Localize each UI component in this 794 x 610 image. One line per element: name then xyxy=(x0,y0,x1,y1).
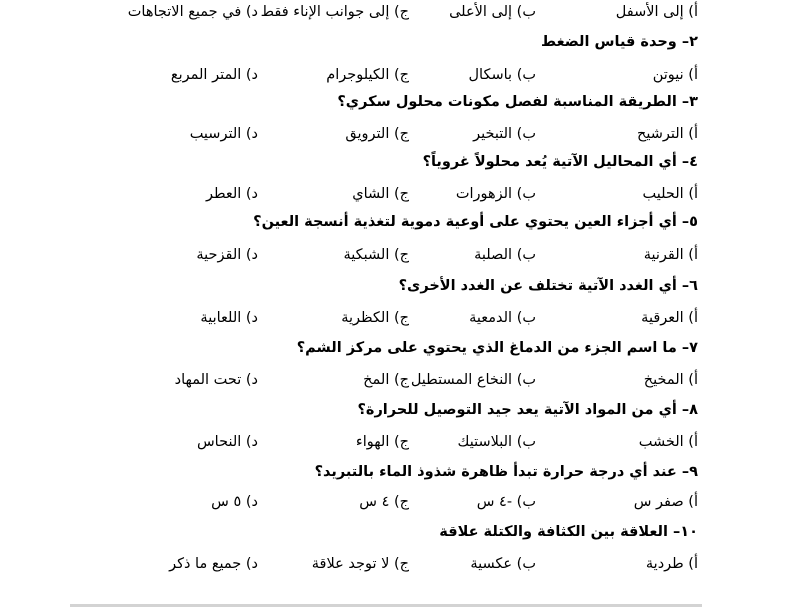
q8-option-d[interactable]: د) النحاس xyxy=(196,434,258,450)
q1-option-d[interactable]: د) في جميع الاتجاهات xyxy=(127,4,258,20)
q1-option-a[interactable]: أ) إلى الأسفل xyxy=(615,4,698,20)
q3-option-a[interactable]: أ) الترشيح xyxy=(636,126,698,142)
q3-text: الطريقة المناسبة لفصل مكونات محلول سكري؟ xyxy=(337,94,677,110)
q5-text: أي أجزاء العين يحتوي على أوعية دموية لتغذية أنسجة العين؟ xyxy=(253,214,677,230)
bottom-divider xyxy=(70,604,702,607)
q3-number: ٣ xyxy=(689,94,698,110)
q7-options xyxy=(98,370,698,390)
q8-option-c[interactable]: ج) الهواء xyxy=(355,434,409,450)
q5-option-c[interactable]: ج) الشبكية xyxy=(343,247,409,263)
q5-number: ٥ xyxy=(689,214,698,230)
q6-option-c[interactable]: ج) الكظرية xyxy=(341,310,409,326)
q6-dash: – xyxy=(681,278,690,294)
q7-option-b[interactable]: ب) النخاع المستطيل xyxy=(410,372,536,388)
q4-text: أي المحاليل الآتية يُعد محلولاً غروياً؟ xyxy=(422,154,677,170)
q10-dash: – xyxy=(673,524,681,540)
q2-option-d[interactable]: د) المتر المربع xyxy=(170,67,258,83)
q7-option-c[interactable]: ج) المخ xyxy=(363,372,409,388)
q9-dash: – xyxy=(681,464,690,480)
q7-text: ما اسم الجزء من الدماغ الذي يحتوي على مركز الشم؟ xyxy=(296,340,677,356)
q1-option-c[interactable]: ج) إلى جوانب الإناء فقط xyxy=(260,4,409,20)
q9-text: عند أي درجة حرارة تبدأ ظاهرة شذوذ الماء بالتبريد؟ xyxy=(314,464,677,480)
q6-option-b[interactable]: ب) الدمعية xyxy=(469,310,536,326)
q2-number: ٢ xyxy=(689,34,698,50)
q3-question xyxy=(337,92,698,112)
q10-option-d[interactable]: د) جميع ما ذكر xyxy=(169,556,258,572)
q3-option-d[interactable]: د) الترسيب xyxy=(189,126,258,142)
q10-option-c[interactable]: ج) لا توجد علاقة xyxy=(311,556,409,572)
q8-option-b[interactable]: ب) البلاستيك xyxy=(457,434,536,450)
q6-text: أي الغدد الآتية تختلف عن الغدد الأخرى؟ xyxy=(398,278,677,294)
q5-dash: – xyxy=(681,214,690,230)
q6-question xyxy=(399,276,698,296)
q4-question xyxy=(423,152,698,172)
q6-options xyxy=(98,308,698,328)
q5-option-a[interactable]: أ) القرنية xyxy=(643,247,698,263)
q5-options xyxy=(98,245,698,265)
q4-option-d[interactable]: د) العطر xyxy=(205,186,258,202)
q1-option-b[interactable]: ب) إلى الأعلى xyxy=(449,4,536,20)
q9-option-b[interactable]: ب) -٤ س xyxy=(476,494,536,510)
q4-option-c[interactable]: ج) الشاي xyxy=(352,186,409,202)
q3-options xyxy=(98,124,698,144)
q2-option-c[interactable]: ج) الكيلوجرام xyxy=(326,67,409,83)
q2-question xyxy=(541,32,698,52)
q8-question xyxy=(357,400,698,420)
q8-number: ٨ xyxy=(689,402,698,418)
q3-option-c[interactable]: ج) الترويق xyxy=(345,126,409,142)
q5-option-d[interactable]: د) القزحية xyxy=(196,247,258,263)
q10-options xyxy=(98,554,698,574)
q7-number: ٧ xyxy=(689,340,698,356)
q9-question xyxy=(315,462,698,482)
q10-number: ١٠ xyxy=(680,524,698,540)
q9-options xyxy=(98,492,698,512)
q9-option-c[interactable]: ج) ٤ س xyxy=(359,494,409,510)
q4-option-b[interactable]: ب) الزهورات xyxy=(455,186,536,202)
q3-dash: – xyxy=(681,94,690,110)
q9-option-a[interactable]: أ) صفر س xyxy=(633,494,698,510)
q2-option-b[interactable]: ب) باسكال xyxy=(468,67,536,83)
q4-option-a[interactable]: أ) الحليب xyxy=(642,186,698,202)
q8-dash: – xyxy=(681,402,690,418)
q7-question xyxy=(297,338,698,358)
q6-option-d[interactable]: د) اللعابية xyxy=(200,310,258,326)
q2-text: وحدة قياس الضغط xyxy=(541,34,677,50)
q2-dash: – xyxy=(681,34,690,50)
q2-options xyxy=(98,65,698,85)
q5-question xyxy=(253,212,698,232)
q4-dash: – xyxy=(681,154,690,170)
q9-number: ٩ xyxy=(689,464,698,480)
q7-option-a[interactable]: أ) المخيخ xyxy=(643,372,698,388)
q3-option-b[interactable]: ب) التبخير xyxy=(473,126,536,142)
q10-option-b[interactable]: ب) عكسية xyxy=(470,556,536,572)
q6-option-a[interactable]: أ) العرقية xyxy=(641,310,698,326)
q8-options xyxy=(98,432,698,452)
q7-dash: – xyxy=(681,340,690,356)
q8-text: أي من المواد الآتية يعد جيد التوصيل للحرارة؟ xyxy=(357,402,677,418)
q2-option-a[interactable]: أ) نيوتن xyxy=(652,67,698,83)
q8-option-a[interactable]: أ) الخشب xyxy=(638,434,698,450)
q5-option-b[interactable]: ب) الصلبة xyxy=(474,247,536,263)
q4-number: ٤ xyxy=(689,154,698,170)
q7-option-d[interactable]: د) تحت المهاد xyxy=(174,372,258,388)
q9-option-d[interactable]: د) ٥ س xyxy=(211,494,258,510)
q10-question xyxy=(439,522,698,542)
q10-option-a[interactable]: أ) طردية xyxy=(645,556,698,572)
q10-text: العلاقة بين الكثافة والكتلة علاقة xyxy=(439,524,668,540)
q1-options xyxy=(98,2,698,22)
q6-number: ٦ xyxy=(689,278,698,294)
q4-options xyxy=(98,184,698,204)
